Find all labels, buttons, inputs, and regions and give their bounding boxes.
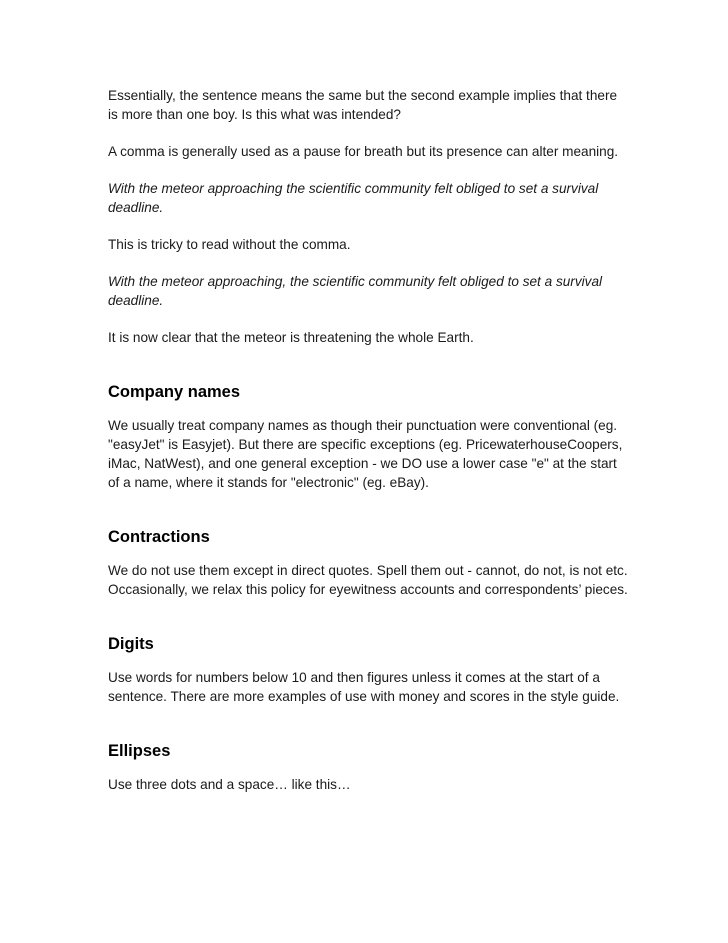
example-sentence: With the meteor approaching the scientific community felt obliged to set a survival deadline.: [108, 181, 599, 215]
intro-paragraph: A comma is generally used as a pause for breath but its presence can alter meaning.: [108, 144, 619, 159]
intro-paragraph: Essentially, the sentence means the same but the second example implies that there is more than one boy. Is this what was intended?: [108, 88, 618, 122]
section-body-ellipses: Use three dots and a space… like this…: [108, 777, 351, 792]
section-heading-ellipses: Ellipses: [108, 742, 171, 760]
section-body-contractions: We do not use them except in direct quotes. Spell them out - cannot, do not, is not etc. Occasionally, we relax this policy for eyewitness accounts and correspondents’ pieces.: [108, 563, 628, 597]
section-body-digits: Use words for numbers below 10 and then figures unless it comes at the start of a sentence. There are more examples of use with money and scores in the style guide.: [108, 670, 620, 704]
section-heading-digits: Digits: [108, 635, 154, 653]
section-heading-contractions: Contractions: [108, 528, 210, 546]
intro-paragraph: This is tricky to read without the comma.: [108, 237, 351, 252]
document-page: [108, 86, 628, 794]
section-heading-company-names: Company names: [108, 383, 241, 401]
section-body-company-names: We usually treat company names as though their punctuation were conventional (eg. "easyJet" is Easyjet). But there are specific exceptions (eg. PricewaterhouseCoopers, iMac, NatWest), and one general exception - we DO use a lower case "e" at the start of a name, where it stands for "electronic" (eg. eBay).: [108, 418, 623, 490]
example-sentence: With the meteor approaching, the scientific community felt obliged to set a survival deadline.: [108, 274, 603, 308]
intro-paragraph: It is now clear that the meteor is threatening the whole Earth.: [108, 330, 474, 345]
